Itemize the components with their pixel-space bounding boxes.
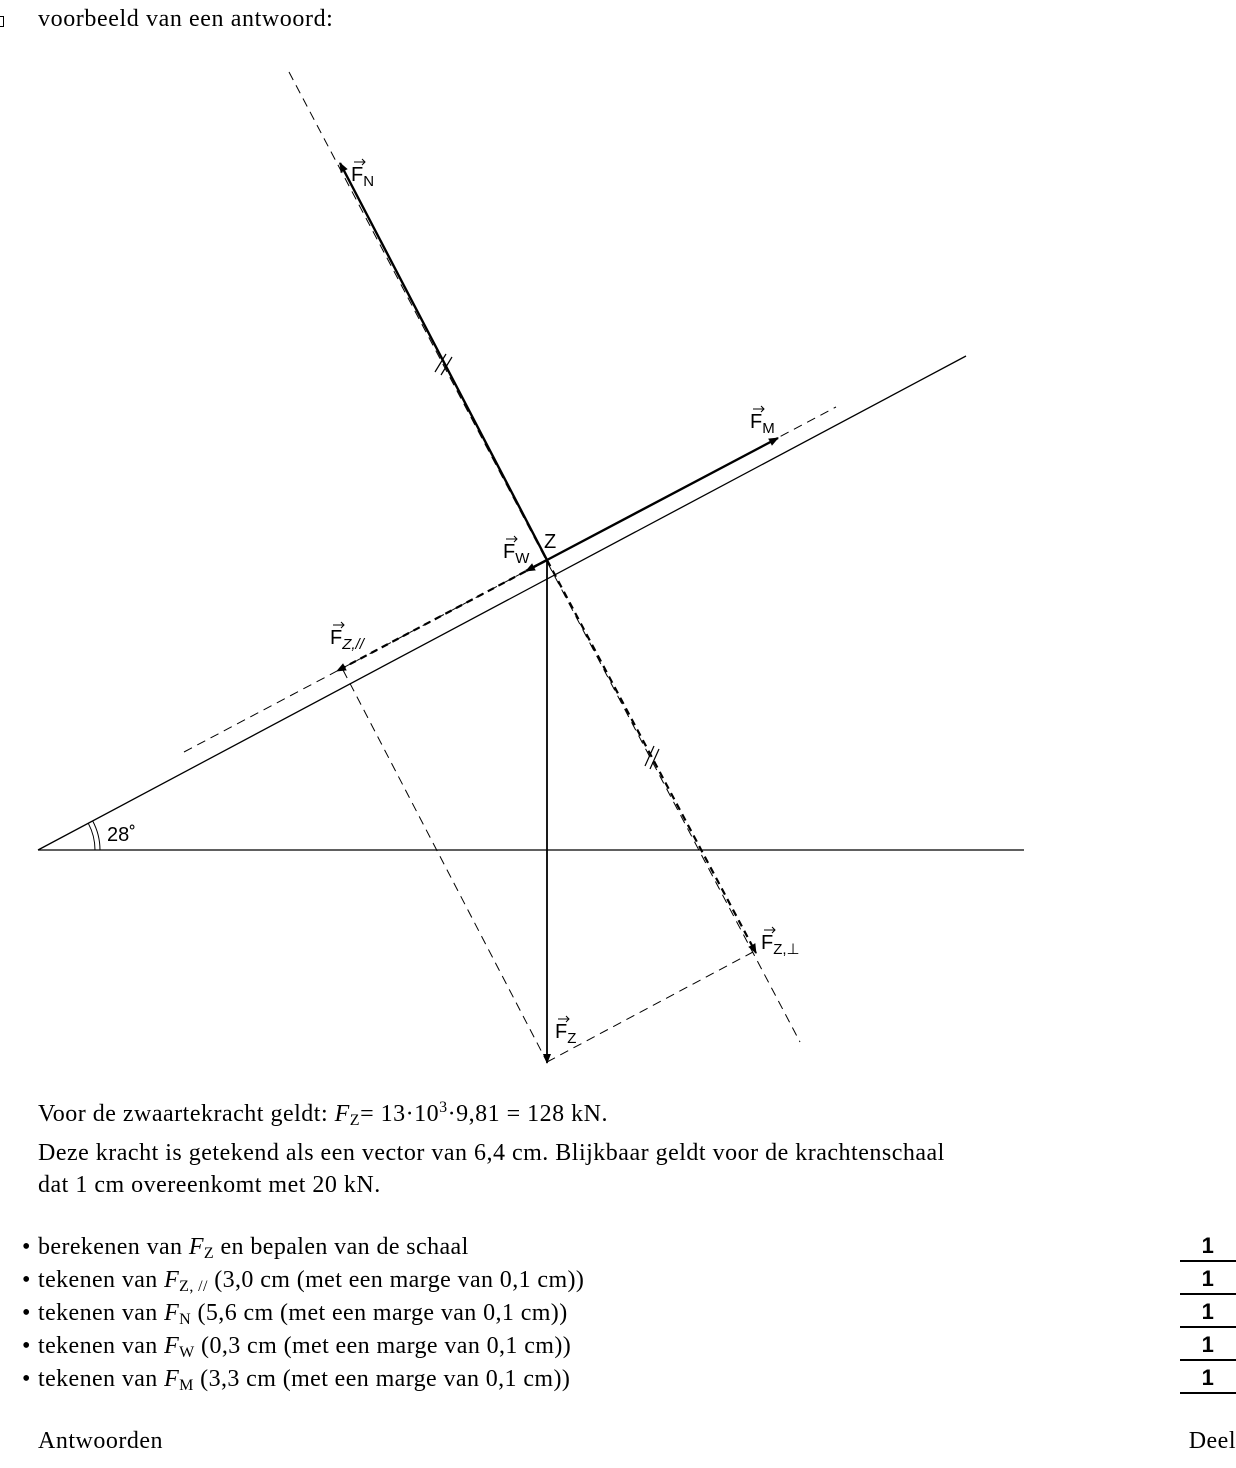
label-fn (351, 159, 374, 190)
svg-text:FN: FN (351, 164, 375, 190)
label-fz-parallel (330, 622, 366, 653)
label-fw (503, 536, 530, 567)
svg-text:FW: FW (503, 541, 530, 567)
gravity-perpendicular-vector (547, 560, 756, 953)
footer-right: Deel (1188, 1428, 1236, 1454)
scoring-rubric (22, 1232, 1236, 1397)
svg-text:FZ: FZ (555, 1021, 577, 1047)
label-fm (750, 406, 775, 437)
angle-arc-outer (93, 821, 100, 850)
rubric-item: • tekenen van $F_W$ (0,3 cm (met een marge van 0,1 cm)) 1 (22, 1331, 1236, 1364)
rubric-item: • tekenen van $F_{Z, //}$ (3,0 cm (met een marge van 0,1 cm)) 1 (22, 1265, 1236, 1298)
rubric-item: • berekenen van $F_Z$ en bepalen van de schaal 1 (22, 1232, 1236, 1265)
angle-arc-inner (88, 823, 95, 850)
label-fz-perpendicular (761, 927, 800, 958)
calc-line-2: Deze kracht is getekend als een vector van 6,4 cm. Blijkbaar geldt voor de krachtenschaal (38, 1140, 945, 1166)
score-value: 1 (1180, 1331, 1236, 1361)
calc-line-3: dat 1 cm overeenkomt met 20 kN. (38, 1172, 381, 1198)
point-label-z: Z (544, 531, 557, 553)
intro-text: voorbeeld van een antwoord: (38, 6, 334, 32)
score-value: 1 (1180, 1364, 1236, 1394)
normal-force-vector (340, 163, 547, 560)
angle-label: 28˚ (107, 824, 136, 846)
calc-line-1: Voor de zwaartekracht geldt: $F_Z= 13\cdot 10^3\cdot 9,81 = 128$ kN. (38, 1099, 608, 1129)
slope-line (38, 356, 966, 850)
projection-line-left (343, 670, 547, 1062)
footer-left: Antwoorden (38, 1428, 163, 1454)
svg-text:FZ,//: FZ,// (330, 627, 364, 653)
svg-text:FM: FM (750, 411, 775, 437)
score-value: 1 (1180, 1232, 1236, 1262)
label-fz (555, 1016, 576, 1047)
score-value: 1 (1180, 1298, 1236, 1328)
projection-line-right (547, 952, 753, 1062)
score-value: 1 (1180, 1265, 1236, 1295)
svg-text:FZ,⊥: FZ,⊥ (761, 932, 800, 958)
calculation-text (38, 1098, 945, 1201)
rubric-item: • tekenen van $F_M$ (3,3 cm (met een marge van 0,1 cm)) 1 (22, 1364, 1236, 1397)
rubric-item: • tekenen van $F_N$ (5,6 cm (met een marge van 0,1 cm)) 1 (22, 1298, 1236, 1331)
motor-force-vector (547, 438, 778, 560)
